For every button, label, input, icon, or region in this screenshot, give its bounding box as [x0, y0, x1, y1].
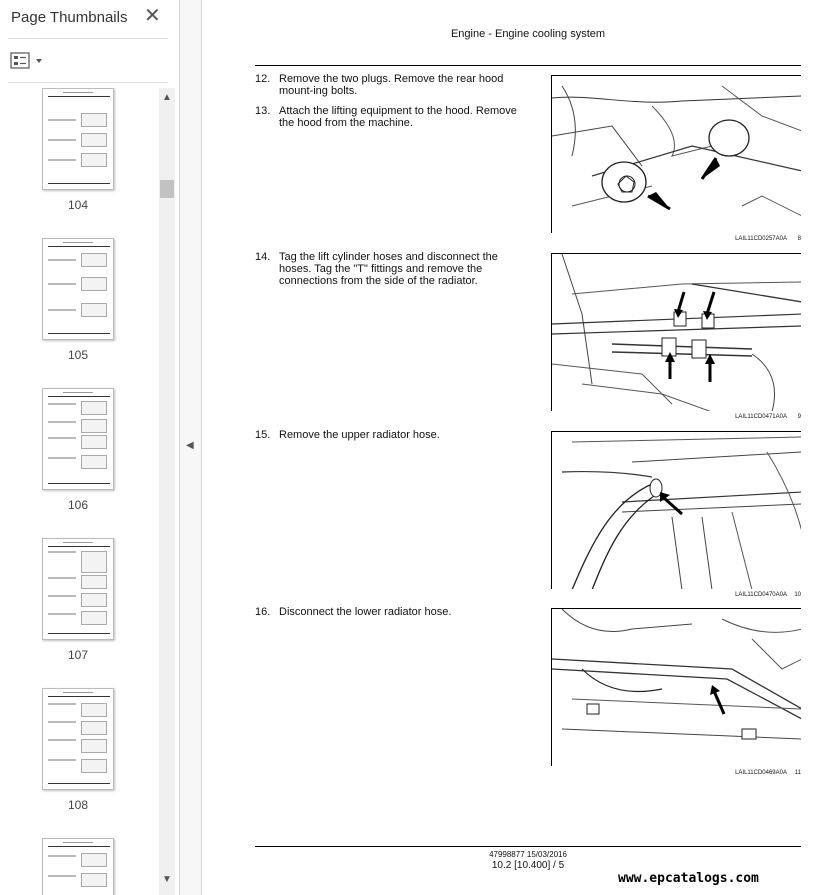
- scroll-down-icon[interactable]: ▼: [162, 874, 172, 885]
- panel-title: Page Thumbnails: [11, 9, 128, 26]
- divider: [8, 82, 168, 83]
- footer-rule: [255, 846, 801, 847]
- page-number-label: 104: [67, 198, 89, 212]
- watermark: www.epcatalogs.com: [618, 871, 759, 886]
- figure-number: 9: [797, 414, 801, 420]
- figure-code: LAIL11CD0257A0A: [735, 236, 787, 242]
- lower-hose-illustration: [552, 609, 801, 766]
- figure-number: 11: [794, 770, 801, 776]
- page-thumbnail-104[interactable]: [42, 88, 114, 190]
- page-thumbnail-105[interactable]: [42, 238, 114, 340]
- thumbnails-panel: [0, 0, 180, 895]
- document-page: [203, 0, 829, 895]
- divider: [8, 38, 168, 39]
- panel-header: [0, 0, 180, 38]
- thumbnail-scrollbar[interactable]: [159, 88, 175, 895]
- header-rule: [255, 65, 801, 66]
- thumbnail-list: [0, 88, 158, 895]
- figure-code: LAIL11CD0471A0A: [735, 414, 787, 420]
- collapse-panel-icon[interactable]: ◀: [186, 440, 194, 451]
- figure-code: LAIL11CD0470A0A: [735, 592, 787, 598]
- thumbnail-options-button[interactable]: [10, 52, 46, 70]
- footer-page-reference: 10.2 [10.400] / 5: [491, 860, 565, 871]
- step-number: 16.: [255, 606, 271, 618]
- scrollbar-thumb[interactable]: [160, 180, 174, 198]
- step-number: 13.: [255, 105, 271, 117]
- figure-lower-radiator-hose: [551, 608, 801, 766]
- step-number: 15.: [255, 429, 271, 441]
- hood-plug-illustration: [552, 76, 801, 233]
- page-thumbnail-partial[interactable]: [42, 838, 114, 895]
- figure-hood-plugs: [551, 75, 801, 233]
- scroll-up-icon[interactable]: ▲: [162, 92, 172, 103]
- page-number-label: 105: [67, 348, 89, 362]
- close-icon[interactable]: ✕: [144, 5, 161, 27]
- figure-lift-cylinder-hoses: [551, 253, 801, 411]
- figure-number: 10: [794, 592, 801, 598]
- step-number: 14.: [255, 251, 271, 263]
- panel-collapse-handle[interactable]: [180, 0, 202, 895]
- upper-hose-illustration: [552, 432, 801, 589]
- page-thumbnail-108[interactable]: [42, 688, 114, 790]
- page-number-label: 106: [67, 498, 89, 512]
- thumbnail-options-icon: [10, 52, 46, 70]
- step-number: 12.: [255, 73, 271, 85]
- step-text: Attach the lifting equipment to the hood. Remove the hood from the machine.: [279, 105, 517, 129]
- page-number-label: 107: [67, 648, 89, 662]
- step-text: Remove the upper radiator hose.: [279, 429, 440, 441]
- footer-document-id: 47998877 15/03/2016: [489, 850, 567, 859]
- page-header: Engine - Engine cooling system: [450, 28, 606, 40]
- figure-code: LAIL11CD0469A0A: [735, 770, 787, 776]
- figure-number: 8: [797, 236, 801, 242]
- page-number-label: 108: [67, 798, 89, 812]
- figure-upper-radiator-hose: [551, 431, 801, 589]
- page-thumbnail-106[interactable]: [42, 388, 114, 490]
- hoses-illustration: [552, 254, 801, 411]
- step-text: Remove the two plugs. Remove the rear hood mount-ing bolts.: [279, 73, 504, 97]
- step-text: Tag the lift cylinder hoses and disconnect the hoses. Tag the "T" fittings and remove the connections from the side of the radiator.: [279, 251, 498, 287]
- step-text: Disconnect the lower radiator hose.: [279, 606, 452, 618]
- page-thumbnail-107[interactable]: [42, 538, 114, 640]
